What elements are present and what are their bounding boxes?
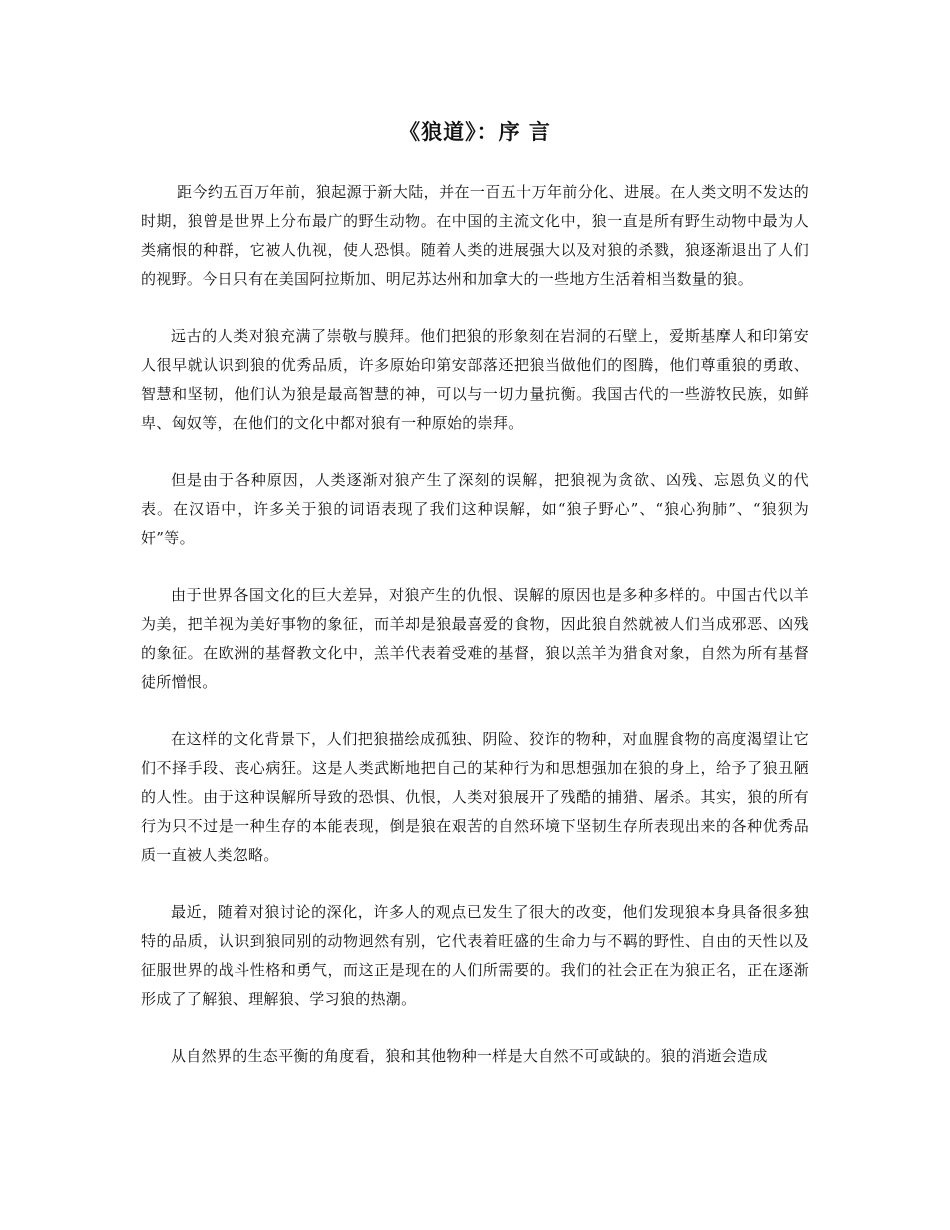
- paragraph-1: 距今约五百万年前，狼起源于新大陆，并在一百五十万年前分化、进展。在人类文明不发达的时期，狼曾是世界上分布最广的野生动物。在中国的主流文化中，狼一直是所有野生动物中最为人类痛恨的种群，它被人仇视，使人恐惧。随着人类的进展强大以及对狼的杀戮，狼逐渐退出了人们的视野。今日只有在美国阿拉斯加、明尼苏达州和加拿大的一些地方生活着相当数量的狼。: [141, 183, 809, 288]
- paragraph-2: 远古的人类对狼充满了崇敬与膜拜。他们把狼的形象刻在岩洞的石壁上，爱斯基摩人和印第安人很早就认识到狼的优秀品质，许多原始印第安部落还把狼当做他们的图腾，他们尊重狼的勇敢、智慧和坚韧，他们认为狼是最高智慧的神，可以与一切力量抗衡。我国古代的一些游牧民族，如鲜卑、匈奴等，在他们的文化中都对狼有一种原始的崇拜。: [141, 327, 809, 432]
- document-body: [141, 178, 809, 1099]
- paragraph-7: 从自然界的生态平衡的角度看，狼和其他物种一样是大自然不可或缺的。狼的消逝会造成: [171, 1047, 768, 1065]
- paragraph-5: 在这样的文化背景下，人们把狼描绘成孤独、阴险、狡诈的物种，对血腥食物的高度渴望让它们不择手段、丧心病狂。这是人类武断地把自己的某种行为和思想强加在狼的身上，给予了狼丑陋的人性。由于这种误解所导致的恐惧、仇恨，人类对狼展开了残酷的捕猎、屠杀。其实，狼的所有行为只不过是一种生存的本能表现，倒是狼在艰苦的自然环境下坚韧生存所表现出来的各种优秀品质一直被人类忽略。: [141, 730, 809, 864]
- paragraph-6: 最近，随着对狼讨论的深化，许多人的观点已发生了很大的改变，他们发现狼本身具备很多独特的品质，认识到狼同别的动物迥然有别，它代表着旺盛的生命力与不羁的野性、自由的天性以及征服世界的战斗性格和勇气，而这正是现在的人们所需要的。我们的社会正在为狼正名，正在逐渐形成了了解狼、理解狼、学习狼的热潮。: [141, 903, 809, 1008]
- paragraph-4: 由于世界各国文化的巨大差异，对狼产生的仇恨、误解的原因也是多种多样的。中国古代以羊为美，把羊视为美好事物的象征，而羊却是狼最喜爱的食物，因此狼自然就被人们当成邪恶、凶残的象征。在欧洲的基督教文化中，羔羊代表着受难的基督，狼以羔羊为猎食对象，自然为所有基督徒所憎恨。: [141, 586, 809, 691]
- paragraph-3: 但是由于各种原因，人类逐渐对狼产生了深刻的误解，把狼视为贪欲、凶残、忘恩负义的代表。在汉语中，许多关于狼的词语表现了我们这种误解，如“狼子野心”、“狼心狗肺”、“狼狈为奸”等。: [141, 471, 809, 547]
- document-title: 《狼道》：序 言: [399, 119, 551, 144]
